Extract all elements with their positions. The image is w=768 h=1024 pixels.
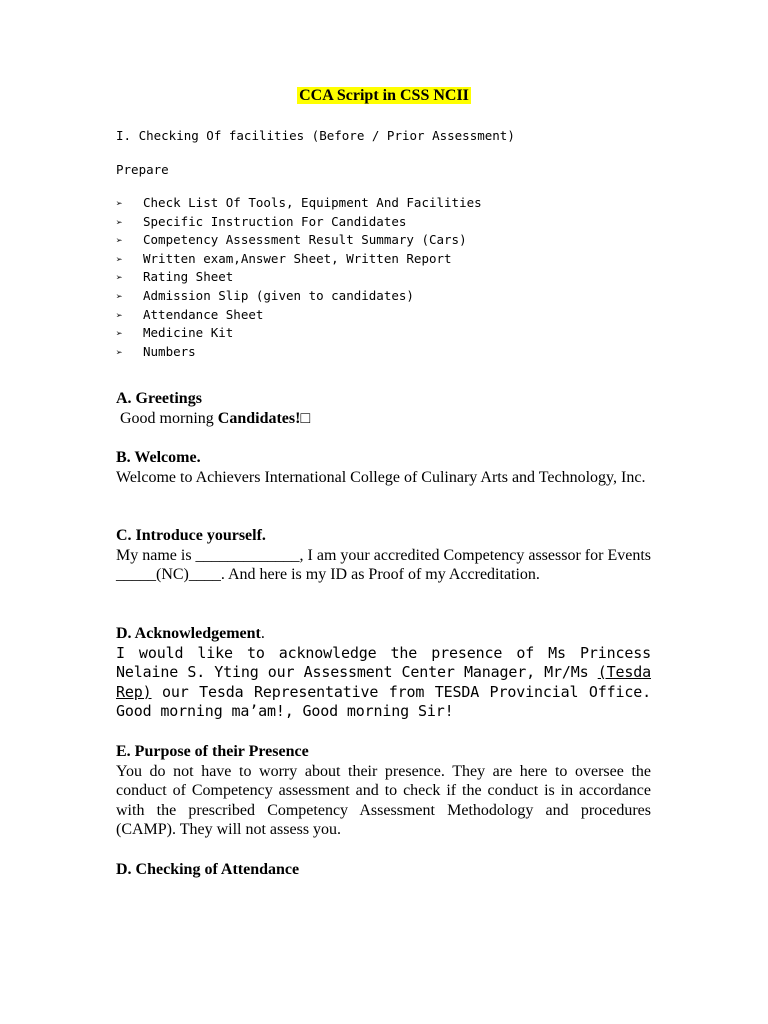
arrow-bullet-icon: ➢: [116, 308, 123, 322]
checklist-item: ➢ Numbers: [116, 343, 482, 362]
arrow-bullet-icon: ➢: [116, 234, 123, 248]
section-greetings: [116, 389, 651, 428]
section-heading: B. Welcome.: [116, 449, 201, 466]
checklist-item: ➢ Admission Slip (given to candidates): [116, 287, 482, 306]
document-title-text: CCA Script in CSS NCII: [299, 87, 469, 104]
checking-heading: I. Checking Of facilities (Before / Prior Assessment): [116, 128, 515, 143]
prepare-label: Prepare: [116, 162, 169, 177]
section-heading: D. Acknowledgement.: [116, 625, 265, 642]
checklist-item: ➢ Check List Of Tools, Equipment And Facilities: [116, 194, 482, 213]
prepare-checklist: [116, 194, 482, 361]
arrow-bullet-icon: ➢: [116, 197, 123, 210]
checklist-item: ➢ Medicine Kit: [116, 324, 482, 343]
section-welcome: [116, 448, 651, 487]
arrow-bullet-icon: ➢: [116, 215, 123, 229]
checklist-item: ➢ Attendance Sheet: [116, 306, 482, 325]
tesda-rep-placeholder: (Tesda Rep): [116, 663, 651, 701]
document-title: [0, 87, 768, 105]
section-heading: A. Greetings: [116, 390, 202, 407]
checklist-item: ➢ Rating Sheet: [116, 268, 482, 287]
section-attendance: [116, 860, 651, 880]
welcome-text: Welcome to Achievers International College of Culinary Arts and Technology, Inc.: [116, 468, 646, 486]
section-heading: E. Purpose of their Presence: [116, 743, 309, 760]
greeting-text: Good morning Candidates!□: [116, 409, 311, 427]
acknowledgement-text: I would like to acknowledge the presence of Ms Princess Nelaine S. Yting our Assessment Center Manager, Mr/Ms (Tesda Rep) our Tesda Representative from TESDA Provincial Office. Good morning ma’am!, Good morning Sir!: [116, 643, 651, 720]
arrow-bullet-icon: ➢: [116, 327, 123, 341]
checklist-item: ➢ Written exam,Answer Sheet, Written Report: [116, 250, 482, 269]
introduce-text: My name is _____________, I am your accredited Competency assessor for Events _____(NC)____. And here is my ID as Proof of my Accreditation.: [116, 546, 651, 583]
arrow-bullet-icon: ➢: [116, 271, 123, 285]
checklist-item: ➢ Competency Assessment Result Summary (Cars): [116, 231, 482, 250]
arrow-bullet-icon: ➢: [116, 289, 123, 303]
section-heading: C. Introduce yourself.: [116, 527, 266, 544]
arrow-bullet-icon: ➢: [116, 252, 123, 266]
section-purpose: [116, 742, 651, 840]
section-heading: D. Checking of Attendance: [116, 861, 300, 878]
section-introduce: [116, 526, 651, 585]
section-acknowledgement: [116, 624, 651, 722]
purpose-text: You do not have to worry about their presence. They are here to oversee the conduct of Competency assessment and to check if the conduct is in accordance with the prescribed Competency Assessment Methodology and procedures (CAMP). They will not assess you.: [116, 762, 651, 838]
arrow-bullet-icon: ➢: [116, 345, 123, 359]
checklist-item: ➢ Specific Instruction For Candidates: [116, 213, 482, 232]
